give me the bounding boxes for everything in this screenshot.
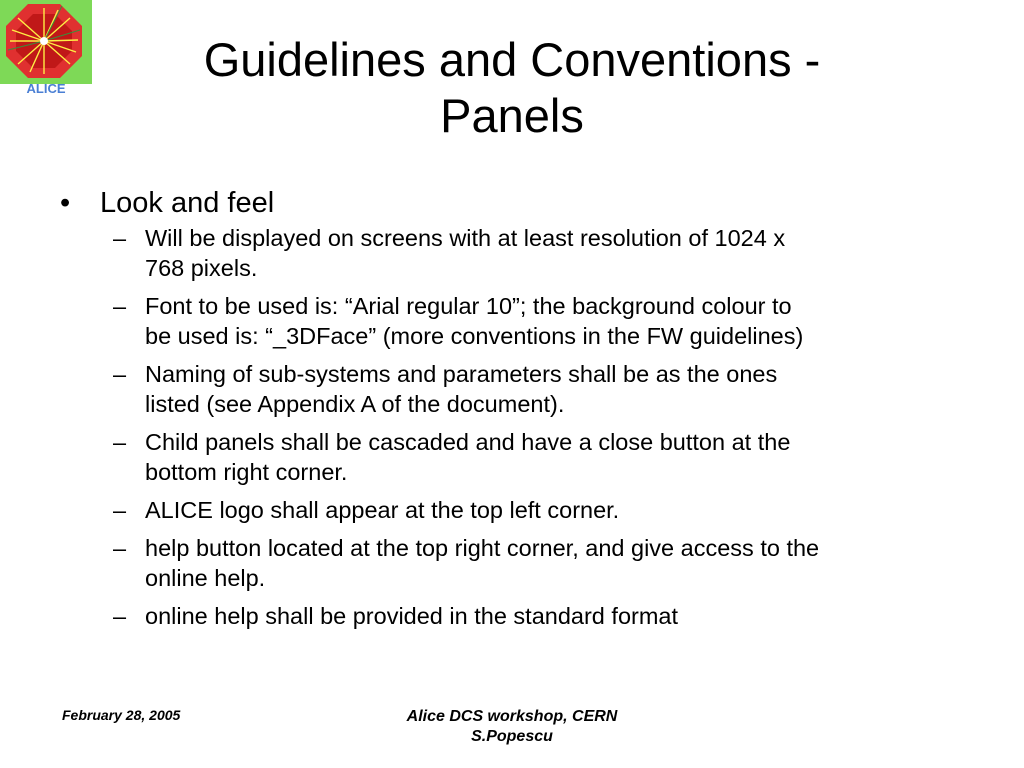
dash-icon: – (113, 225, 127, 251)
list-item: – online help shall be provided in the standard format (113, 603, 679, 629)
list-item: – Child panels shall be cascaded and have a close button at the bottom right corner. (113, 429, 791, 485)
title-line-2: Panels (440, 89, 584, 142)
dash-icon: – (113, 361, 127, 387)
dash-icon: – (113, 429, 127, 455)
dash-icon: – (113, 293, 127, 319)
bullet-heading: Look and feel (100, 187, 275, 219)
footer-center (362, 707, 662, 747)
list-item: – ALICE logo shall appear at the top left corner. (113, 497, 620, 523)
dash-icon: – (113, 603, 127, 629)
footer-author: S.Popescu (471, 728, 553, 745)
footer-event: Alice DCS workshop, CERN (406, 708, 618, 725)
list-item: – Naming of sub-systems and parameters shall be as the ones listed (see Appendix A of the document). (113, 361, 778, 417)
bullet-dot-icon: • (60, 187, 71, 219)
alice-logo-text: ALICE (26, 81, 66, 96)
list-item: – Font to be used is: “Arial regular 10”; the background colour to be used is: “_3DFace” (more conventions in the FW guidelines) (113, 293, 804, 349)
dash-icon: – (113, 535, 127, 561)
page-title (110, 32, 914, 144)
slide-content (58, 185, 978, 639)
list-item: – Will be displayed on screens with at least resolution of 1024 x 768 pixels. (113, 225, 786, 281)
title-line-1: Guidelines and Conventions - (203, 33, 821, 86)
alice-logo (0, 0, 96, 96)
list-item: – help button located at the top right corner, and give access to the online help. (113, 535, 820, 591)
dash-icon: – (113, 497, 127, 523)
sub-bullet-list (58, 223, 978, 631)
footer-date: February 28, 2005 (62, 707, 181, 723)
alice-logo-icon (0, 0, 96, 96)
bullet-look-and-feel (58, 185, 978, 221)
